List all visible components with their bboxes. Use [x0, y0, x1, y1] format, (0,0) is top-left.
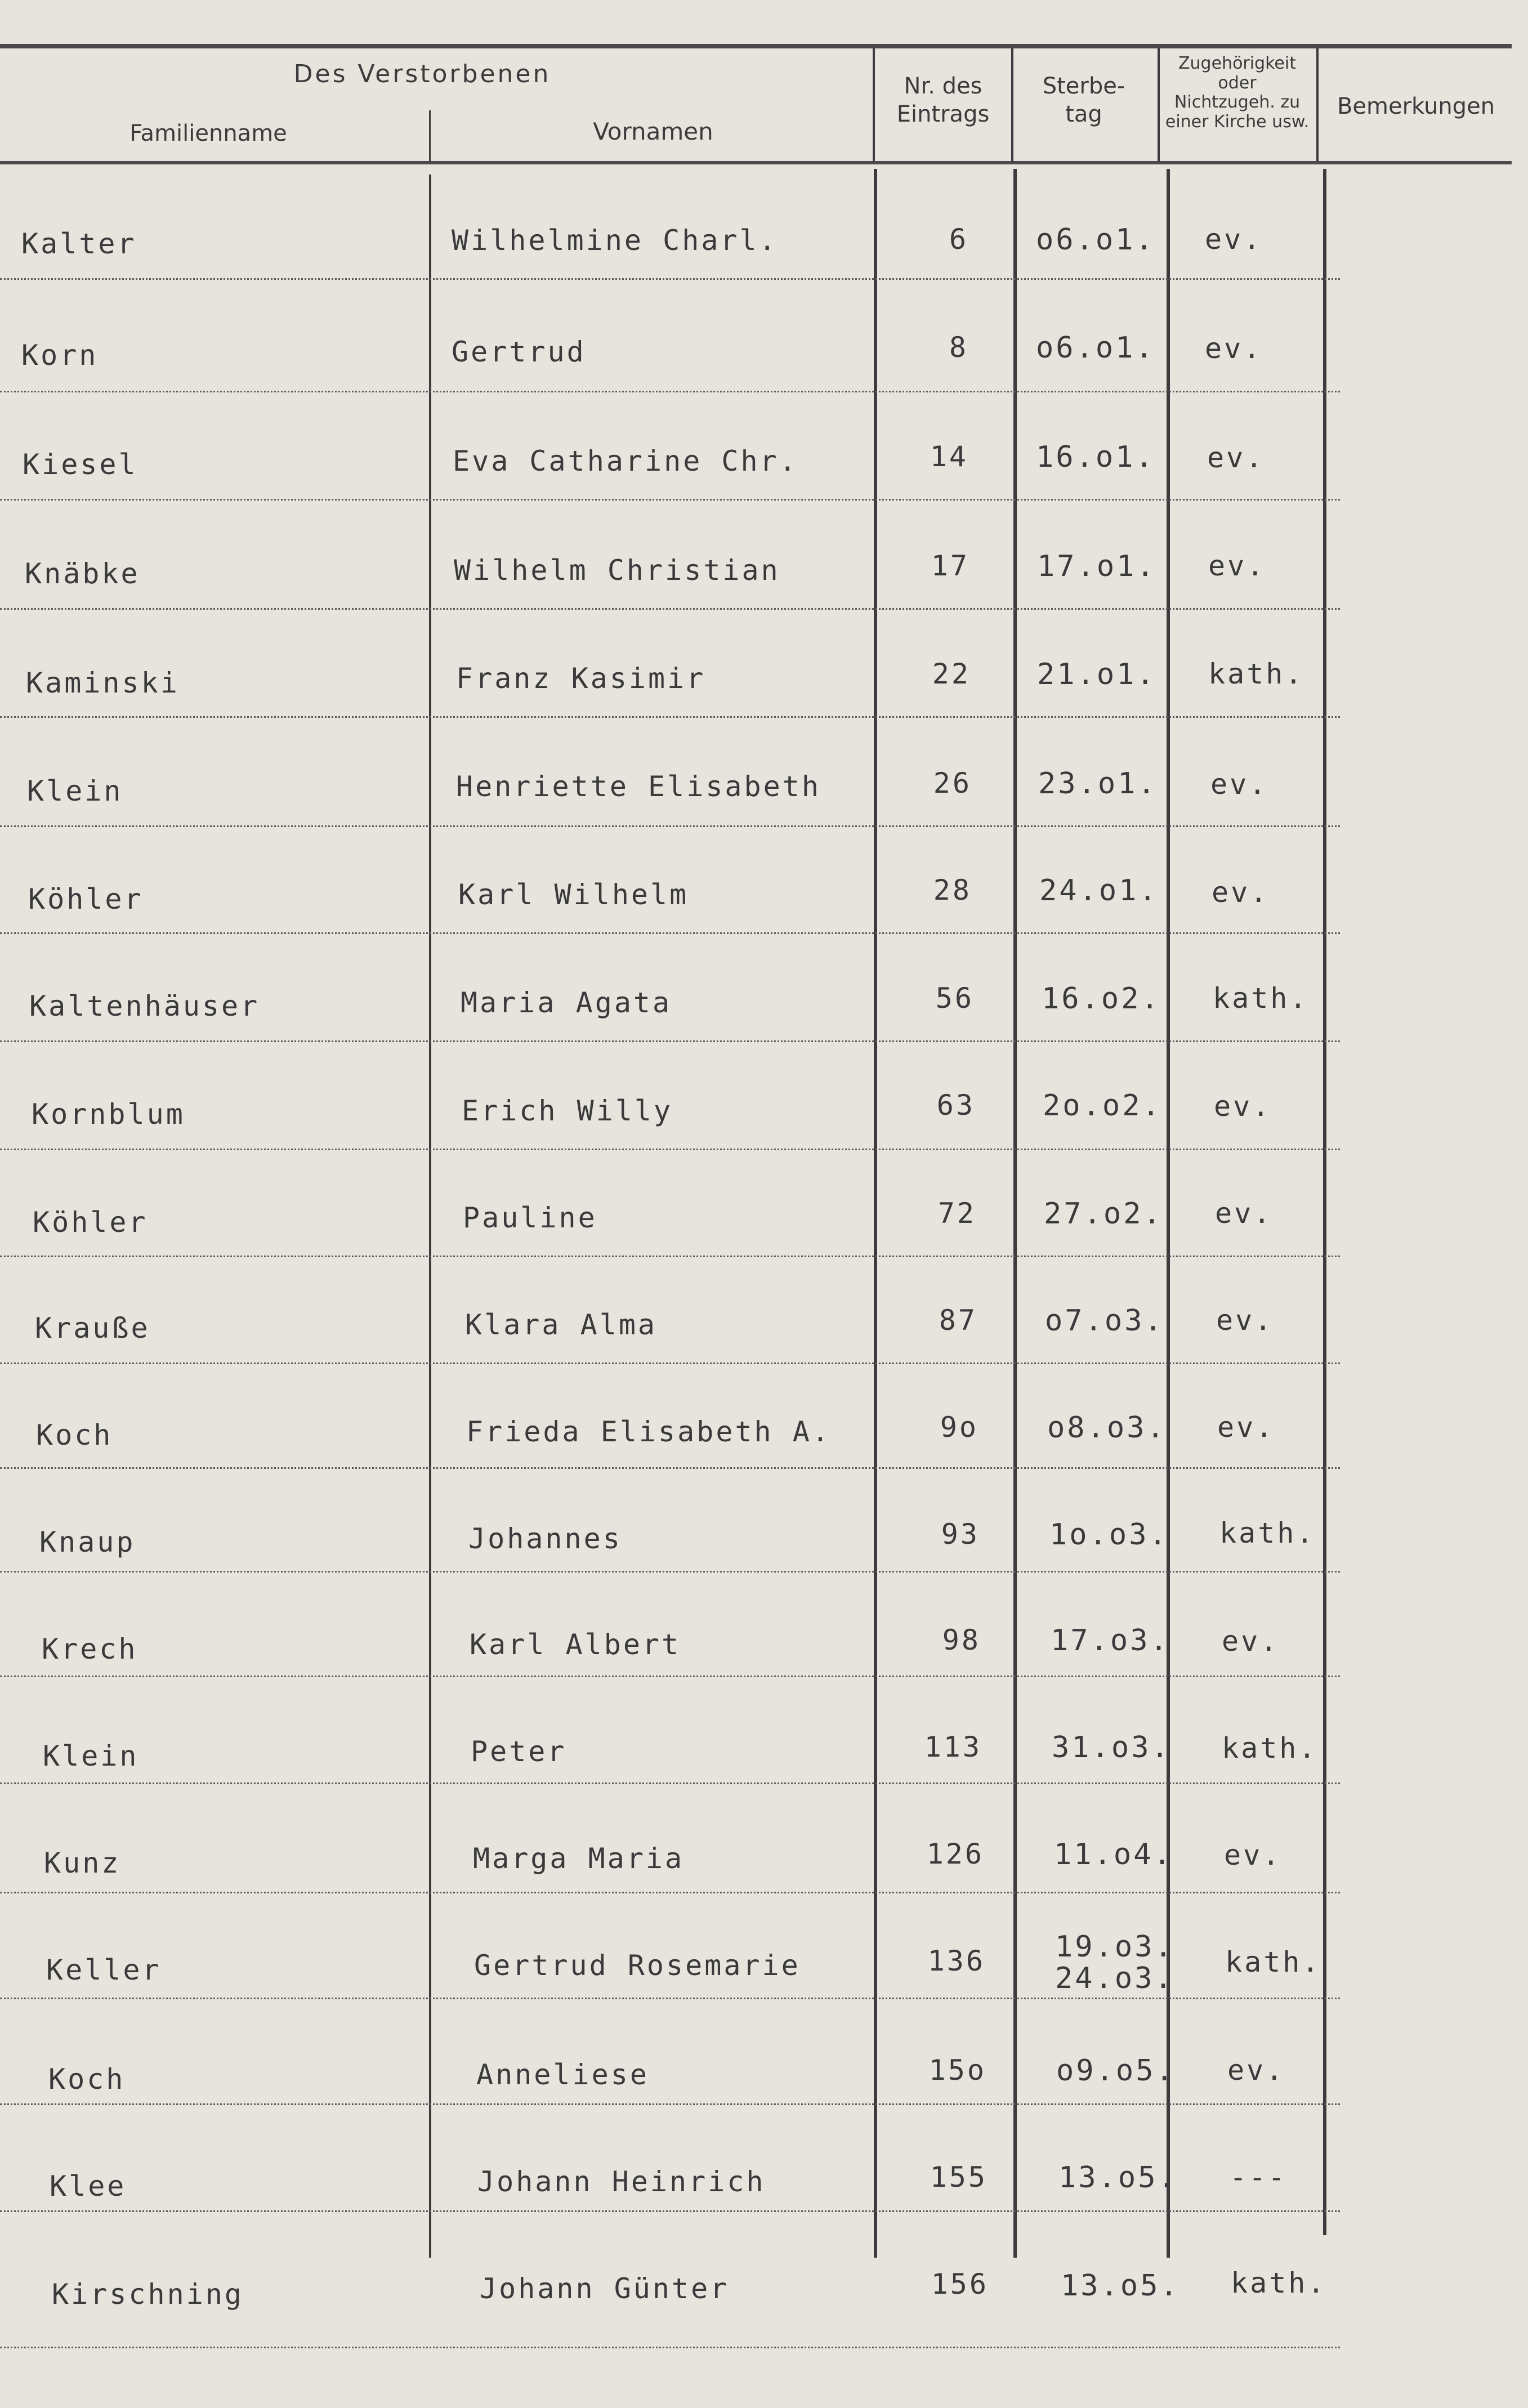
cell-vornamen: Peter [471, 1735, 567, 1768]
cell-sterbetag: 19.o3. [1055, 1930, 1174, 1964]
header-sterbetag [1016, 72, 1151, 128]
cell-familienname: Krauße [35, 1312, 150, 1344]
header-group-title: Des Verstorbenen [293, 60, 551, 88]
cell-sterbetag: o6.o1. [1036, 331, 1155, 365]
cell-sterbetag: 2o.o2. [1043, 1089, 1162, 1123]
cell-kirche: kath. [1222, 1732, 1318, 1764]
row-rule [0, 2210, 1340, 2212]
header-kirche-line3: Nichtzugeh. zu [1174, 92, 1301, 112]
cell-kirche: kath. [1219, 1517, 1316, 1549]
cell-sterbetag: 17.o1. [1037, 549, 1156, 583]
cell-sterbetag: o9.o5. [1056, 2054, 1176, 2088]
header-sep-bemerkungen [1316, 48, 1319, 162]
header-sterbetag-line2: tag [1065, 101, 1102, 127]
cell-nr: 8 [949, 331, 968, 364]
cell-sterbetag: 17.o3. [1051, 1624, 1170, 1658]
cell-vornamen: Karl Wilhelm [458, 878, 689, 911]
row-rule [0, 932, 1340, 934]
row-rule [0, 1149, 1340, 1150]
header-sep-kirche [1158, 48, 1160, 162]
cell-kirche: kath. [1231, 2267, 1327, 2299]
cell-nr: 72 [937, 1197, 976, 1230]
cell-vornamen: Gertrud [452, 336, 586, 368]
cell-familienname: Knäbke [25, 557, 140, 590]
cell-vornamen: Klara Alma [465, 1308, 658, 1341]
cell-vornamen: Pauline [463, 1201, 597, 1234]
cell-vornamen: Anneliese [476, 2058, 649, 2091]
row-rule [0, 1676, 1340, 1677]
cell-kirche: ev. [1215, 1197, 1273, 1230]
cell-sterbetag: o6.o1. [1036, 223, 1155, 257]
cell-vornamen: Johann Günter [480, 2272, 730, 2305]
header-kirche-line2: oder [1218, 73, 1257, 93]
cell-nr: 87 [939, 1304, 977, 1337]
cell-kirche: kath. [1225, 1946, 1321, 1978]
cell-sterbetag: 24.o1. [1039, 874, 1159, 908]
cell-nr: 113 [924, 1731, 982, 1763]
header-kirche [1160, 54, 1315, 132]
cell-sterbetag-second: 24.o3. [1055, 1962, 1174, 1995]
row-rule [0, 1256, 1340, 1257]
cell-sterbetag: 31.o3. [1052, 1731, 1171, 1764]
cell-nr: 22 [932, 658, 971, 690]
cell-sterbetag: 23.o1. [1038, 767, 1158, 801]
row-rule [0, 1782, 1340, 1784]
cell-kirche: ev. [1210, 768, 1268, 801]
cell-nr: 126 [926, 1838, 984, 1870]
cell-vornamen: Wilhelm Christian [454, 554, 780, 587]
row-rule [0, 825, 1340, 827]
cell-nr: 15o [928, 2054, 986, 2087]
header-vornamen: Vornamen [593, 118, 713, 145]
cell-kirche: ev. [1227, 2054, 1285, 2087]
row-rule [0, 278, 1340, 280]
header-bottom-rule [0, 161, 1512, 164]
header-sep-nr [873, 48, 875, 162]
cell-kirche: ev. [1214, 1090, 1272, 1123]
cell-nr: 98 [942, 1624, 981, 1656]
cell-vornamen: Gertrud Rosemarie [474, 1949, 801, 1982]
cell-kirche: ev. [1208, 549, 1266, 582]
cell-familienname: Korn [21, 339, 99, 372]
cell-familienname: Kirschning [52, 2278, 244, 2311]
row-rule [0, 716, 1340, 718]
cell-familienname: Klein [27, 775, 123, 807]
row-rule [0, 391, 1340, 392]
cell-kirche: --- [1230, 2161, 1288, 2193]
cell-nr: 14 [930, 440, 968, 473]
cell-kirche: ev. [1217, 1411, 1275, 1444]
cell-sterbetag: 21.o1. [1037, 658, 1156, 691]
header-kirche-line4: einer Kirche usw. [1165, 111, 1310, 132]
header-top-rule [0, 44, 1512, 48]
header-kirche-line1: Zugehörigkeit [1178, 53, 1296, 73]
cell-kirche: ev. [1216, 1304, 1274, 1337]
cell-kirche: ev. [1207, 441, 1265, 474]
cell-nr: 17 [931, 549, 969, 582]
row-rule [0, 1040, 1340, 1042]
cell-sterbetag: 16.o1. [1036, 440, 1155, 474]
cell-sterbetag: 11.o4. [1054, 1838, 1173, 1871]
cell-familienname: Kornblum [32, 1098, 185, 1131]
cell-nr: 136 [927, 1945, 985, 1977]
header-nr-des [875, 72, 1011, 128]
cell-vornamen: Johannes [468, 1522, 622, 1555]
header-sep-sterbetag [1011, 48, 1013, 162]
cell-sterbetag: 1o.o3. [1049, 1518, 1169, 1552]
cell-kirche: ev. [1224, 1839, 1282, 1871]
cell-familienname: Köhler [28, 883, 144, 915]
cell-familienname: Koch [36, 1419, 113, 1451]
row-rule [0, 2103, 1340, 2105]
cell-vornamen: Maria Agata [461, 986, 672, 1019]
cell-familienname: Kalter [21, 227, 137, 260]
cell-sterbetag: o7.o3. [1045, 1304, 1164, 1338]
cell-sterbetag: 16.o2. [1042, 982, 1161, 1016]
cell-sterbetag: 27.o2. [1044, 1197, 1163, 1231]
cell-nr: 63 [936, 1089, 975, 1122]
header-nr-line2: Eintrags [896, 101, 990, 127]
cell-sterbetag: o8.o3. [1047, 1411, 1167, 1445]
cell-familienname: Kaltenhäuser [29, 990, 260, 1022]
cell-familienname: Klein [43, 1740, 139, 1772]
cell-vornamen: Henriette Elisabeth [456, 770, 821, 803]
header-nr-line1: Nr. des [904, 73, 982, 99]
cell-kirche: ev. [1222, 1625, 1280, 1658]
cell-vornamen: Erich Willy [462, 1094, 673, 1127]
cell-vornamen: Karl Albert [470, 1628, 681, 1661]
cell-nr: 155 [930, 2161, 988, 2193]
cell-sterbetag: 13.o5. [1061, 2269, 1180, 2303]
cell-nr: 156 [931, 2268, 989, 2300]
row-rule [0, 1892, 1340, 1893]
row-rule [0, 1362, 1340, 1364]
cell-familienname: Klee [50, 2170, 127, 2203]
cell-familienname: Koch [48, 2063, 126, 2096]
cell-kirche: kath. [1213, 982, 1309, 1015]
row-rule [0, 2347, 1340, 2348]
header-bemerkungen: Bemerkungen [1337, 93, 1495, 119]
cell-nr: 93 [941, 1518, 980, 1551]
cell-vornamen: Marga Maria [473, 1842, 685, 1875]
cell-familienname: Kiesel [23, 448, 138, 481]
cell-vornamen: Johann Heinrich [477, 2165, 766, 2198]
cell-kirche: kath. [1208, 658, 1304, 690]
cell-nr: 26 [933, 767, 972, 799]
cell-familienname: Keller [46, 1954, 162, 1986]
cell-kirche: ev. [1205, 223, 1263, 256]
row-rule [0, 499, 1340, 501]
row-rule [0, 1467, 1340, 1469]
cell-nr: 9o [940, 1411, 979, 1444]
cell-nr: 56 [935, 982, 974, 1015]
cell-nr: 28 [933, 874, 972, 906]
body-line-sterbetag [1013, 169, 1017, 2258]
cell-familienname: Köhler [33, 1206, 148, 1239]
cell-sterbetag: 13.o5. [1058, 2161, 1178, 2195]
row-rule [0, 1571, 1340, 1572]
header-sep-vornamen [429, 110, 431, 162]
cell-vornamen: Franz Kasimir [456, 662, 706, 695]
header-sterbetag-line1: Sterbe- [1042, 73, 1125, 99]
cell-kirche: ev. [1212, 876, 1270, 909]
header-familienname: Familienname [129, 120, 287, 146]
cell-kirche: ev. [1205, 332, 1263, 365]
cell-vornamen: Wilhelmine Charl. [452, 224, 778, 257]
body-line-bemerkungen [1323, 169, 1326, 2235]
cell-vornamen: Eva Catharine Chr. [453, 445, 798, 477]
cell-familienname: Krech [42, 1633, 138, 1665]
row-rule [0, 608, 1340, 610]
body-line-vornamen [429, 175, 431, 2258]
row-rule [0, 1998, 1340, 1999]
cell-nr: 6 [949, 223, 968, 256]
cell-familienname: Kunz [44, 1847, 121, 1879]
cell-familienname: Kaminski [26, 667, 180, 699]
cell-familienname: Knaup [39, 1526, 136, 1558]
cell-vornamen: Frieda Elisabeth A. [466, 1415, 831, 1448]
